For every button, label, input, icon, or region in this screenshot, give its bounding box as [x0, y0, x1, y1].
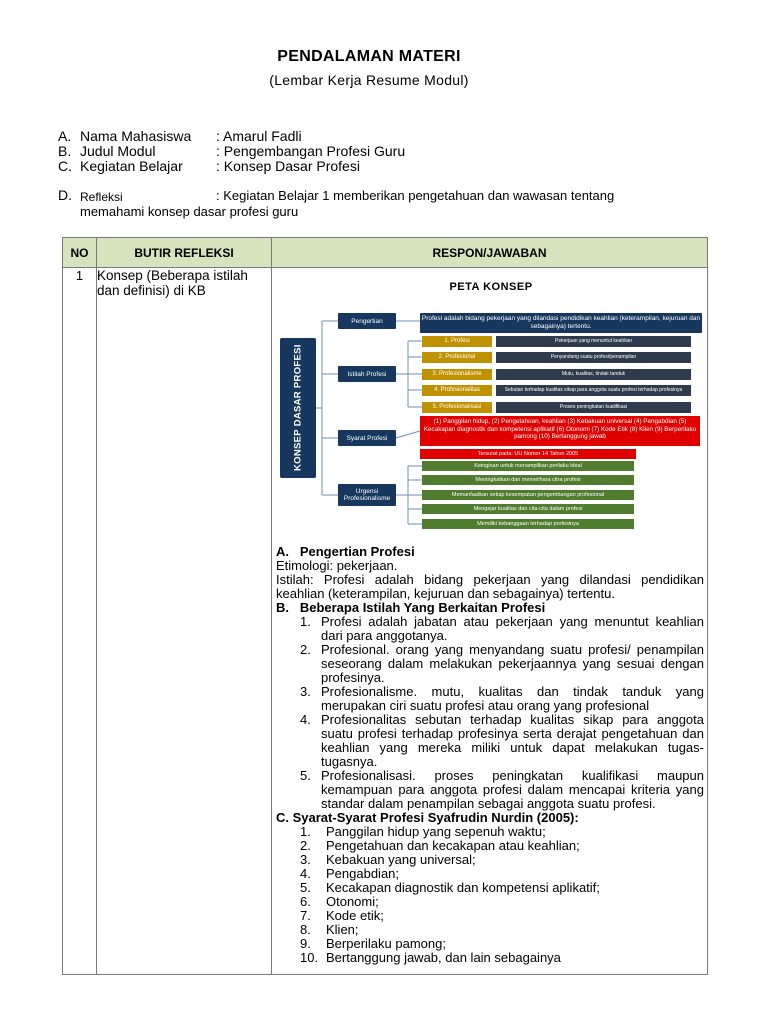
list-number: 7. [300, 908, 311, 923]
list-item [276, 881, 704, 895]
category-istilah: Istilah Profesi [338, 366, 396, 382]
list-item [276, 839, 704, 853]
etimologi-text: Etimologi: pekerjaan. [276, 558, 398, 573]
list-number: 1. [300, 614, 311, 629]
urgensi-item: Keinginan untuk menampilkan perilaku ideal [422, 461, 634, 471]
page-title: PENDALAMAN MATERI [277, 48, 461, 65]
category-pengertian: Pengertian [338, 313, 396, 329]
list-text: Kecakapan diagnostik dan kompetensi aplikatif; [326, 880, 600, 895]
list-text: Panggilan hidup yang sepenuh waktu; [326, 824, 546, 839]
list-text: Profesionalisasi. proses peningkatan kualifikasi maupun kemampuan para anggota profesi dalam mencapai kriteria yang standar dalam penampilan sebagai anggota suatu profesi. [321, 768, 704, 811]
syarat-box: (1) Panggilan hidup, (2) Pengetahuan, keahlian (3) Kebakuan universal (4) Pengabdian (5) Kecakapan diagnostik dan kompetensi aplikatif (6) Otonomi (7) Kode Etik (8) Klien (9) Berperilaku pamong (10) Bertanggung jawab [420, 416, 700, 446]
identity-label: Kegiatan Belajar [80, 158, 183, 174]
list-number: 3. [300, 684, 311, 699]
list-number: 2. [300, 642, 311, 657]
list-item [276, 923, 704, 937]
term-desc: Proses peningkatan kualifikasi [496, 402, 691, 413]
list-number: 6. [300, 894, 311, 909]
reflection-continuation: memahami konsep dasar profesi guru [80, 204, 299, 219]
list-text: Pengetahuan dan kecakapan atau keahlian; [326, 838, 580, 853]
response-body [276, 545, 704, 965]
section-c-heading: C. Syarat-Syarat Profesi Syafrudin Nurdin (2005): [276, 810, 579, 825]
header-butir: BUTIR REFLEKSI [97, 238, 272, 268]
identity-key: A. [58, 128, 72, 144]
list-number: 1. [300, 824, 311, 839]
term-desc: Mutu, kualitas, tindak tanduk [496, 369, 691, 380]
tersurat-box: Tersurat pada: UU Nomor 14 Tahun 2005 [420, 449, 636, 459]
term-label: 5. Profesionalisasi [422, 402, 492, 413]
list-text: Profesionalisme. mutu, kualitas dan tindak tanduk yang merupakan ciri suatu profesi atau orang yang profesional [321, 684, 704, 713]
term-label: 1. Profesi [422, 336, 492, 347]
list-item [276, 895, 704, 909]
page-subtitle: (Lembar Kerja Resume Modul) [269, 72, 469, 88]
section-a-heading: A. Pengertian Profesi [276, 544, 415, 559]
list-item [276, 825, 704, 839]
urgensi-item: Mengejar kualitas dan cita-cita dalam profesi [422, 504, 634, 514]
term-desc: Pekerjaan yang menuntut keahlian [496, 336, 691, 347]
list-item [276, 769, 704, 811]
list-number: 10. [300, 950, 319, 965]
header-no: NO [63, 238, 97, 268]
reflection-label: Refleksi [80, 190, 123, 204]
list-text: Kode etik; [326, 908, 384, 923]
term-desc: Sebutan terhadap kualitas sikap para anggota suatu profesi terhadap profesinya [496, 385, 691, 396]
identity-key: C. [58, 158, 72, 174]
term-label: 2. Profesional [422, 352, 492, 363]
section-b-heading: B. Beberapa Istilah Yang Berkaitan Profesi [276, 600, 546, 615]
urgensi-item: Memanfaatkan setiap kesempatan pengembangan profesional [422, 490, 634, 500]
concept-map-root-label: KONSEP DASAR PROFESI [292, 344, 304, 472]
identity-value: : Amarul Fadli [216, 128, 302, 144]
list-number: 4. [300, 866, 311, 881]
table-row [63, 268, 708, 975]
list-item [276, 685, 704, 713]
list-number: 9. [300, 936, 311, 951]
identity-value: : Pengembangan Profesi Guru [216, 143, 406, 159]
reflection-value: : Kegiatan Belajar 1 memberikan pengetahuan dan wawasan tentang [216, 188, 615, 203]
list-text: Profesionalitas sebutan terhadap kualitas sikap para anggota suatu profesi terhadap profesinya serta derajat pengetahuan dan keahlian yang mereka miliki untuk dapat melakukan tugas- tugasnya. [321, 712, 704, 769]
list-text: Klien; [326, 922, 359, 937]
list-number: 8. [300, 922, 311, 937]
category-urgensi: Urgensi Profesionalisme [338, 484, 396, 506]
list-item [276, 867, 704, 881]
list-item [276, 615, 704, 643]
list-number: 4. [300, 712, 311, 727]
category-syarat: Syarat Profesi [338, 430, 396, 446]
urgensi-item: Meningkatkan dan memelihara citra profesi [422, 475, 634, 485]
list-text: Otonomi; [326, 894, 379, 909]
reflection-key: D. [58, 187, 72, 203]
list-number: 5. [300, 768, 311, 783]
term-label: 3. Profesionalisme [422, 369, 492, 380]
list-text: Kebakuan yang universal; [326, 852, 476, 867]
identity-value: : Konsep Dasar Profesi [216, 158, 360, 174]
peta-konsep-title: PETA KONSEP [449, 281, 533, 293]
list-text: Profesional. orang yang menyandang suatu profesi/ penampilan seseorang dalam melakukan pekerjaannya yang sesuai dengan profesinya. [321, 642, 704, 685]
list-text: Bertanggung jawab, dan lain sebagainya [326, 950, 561, 965]
list-number: 3. [300, 852, 311, 867]
header-respon: RESPON/JAWABAN [272, 238, 708, 268]
list-text: Profesi adalah jabatan atau pekerjaan yang menuntut keahlian dari para anggotanya. [321, 614, 704, 643]
identity-label: Judul Modul [80, 143, 156, 159]
row-respon [272, 268, 708, 975]
definition-box: Profesi adalah bidang pekerjaan yang dilandasi pendidikan keahlian (keterampilan, kejuruan dan sebagainya) tertentu. [420, 313, 702, 333]
list-item [276, 853, 704, 867]
urgensi-item: Memiliki kebanggaan terhadap profesinya [422, 519, 634, 529]
identity-label: Nama Mahasiswa [80, 128, 192, 144]
list-text: Berperilaku pamong; [326, 936, 446, 951]
list-number: 5. [300, 880, 311, 895]
list-item [276, 951, 704, 965]
list-item [276, 713, 704, 769]
reflection-table [62, 237, 708, 975]
table-header-row [63, 238, 708, 268]
term-desc: Penyandang suatu profesi/penampilan [496, 352, 691, 363]
list-number: 2. [300, 838, 311, 853]
list-item [276, 909, 704, 923]
list-item [276, 937, 704, 951]
list-item [276, 643, 704, 685]
row-butir: Konsep (Beberapa istilah dan definisi) di KB [97, 268, 272, 975]
term-label: 4. Profesionalitas [422, 385, 492, 396]
identity-key: B. [58, 143, 72, 159]
istilah-text: Istilah: Profesi adalah bidang pekerjaan yang dilandasi pendidikan keahlian (keterampilan, kejuruan dan sebagainya) tertentu. [276, 572, 704, 601]
list-text: Pengabdian; [326, 866, 400, 881]
row-number: 1 [63, 268, 97, 975]
